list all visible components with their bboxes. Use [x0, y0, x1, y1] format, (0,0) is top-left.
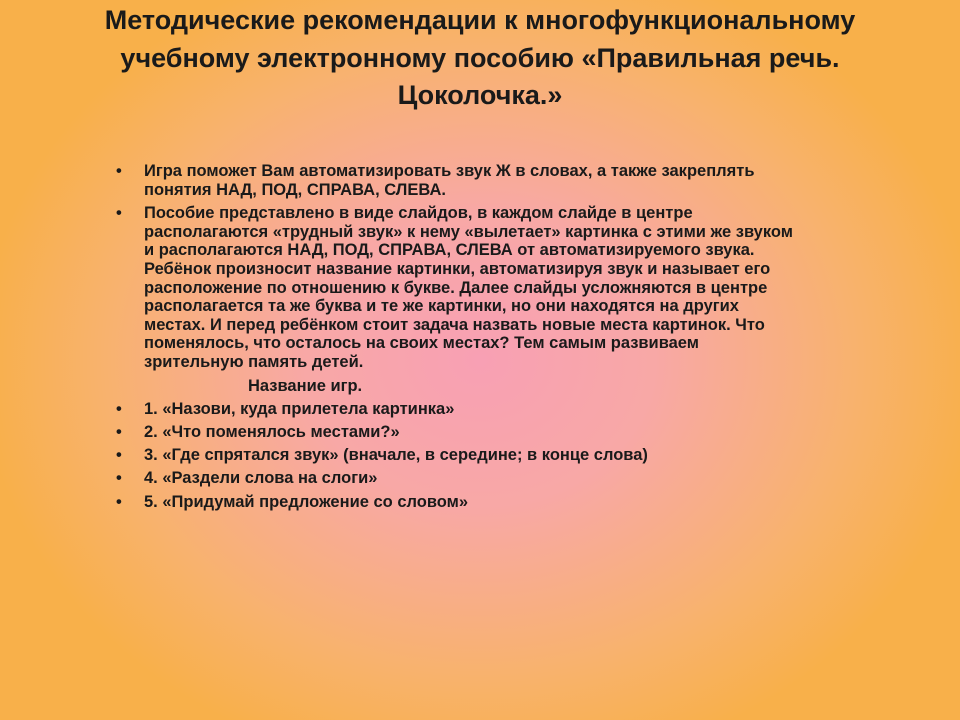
- bullet-paragraph-1: [112, 162, 802, 199]
- slide-title: Методические рекомендации к многофункциональному учебному электронному пособию «Правильная речь. Цоколочка.»: [104, 5, 856, 110]
- bullet-icon: •: [116, 469, 122, 488]
- paragraph-text: Пособие представлено в виде слайдов, в каждом слайде в центре располагаются «трудный звук» к нему «вылетает» картинка с этими же звуком и располагаются НАД, ПОД, СПРАВА, СЛЕВА от автоматизируемого звука. Ребёнок произносит название картинки, автоматизируя звук и называет его расположение по отношению к букве. Далее слайды усложняются в центре располагается та же буква и те же картинки, но они находятся на других местах. И перед ребёнком стоит задача назвать новые места картинок. Что поменялось, что осталось на своих местах? Тем самым развиваем зрительную память детей.: [144, 204, 793, 371]
- game-item-3: [112, 446, 802, 465]
- game-item-2: [112, 423, 802, 442]
- game-title: 3. «Где спрятался звук» (вначале, в середине; в конце слова): [144, 446, 648, 465]
- bullet-icon: •: [116, 400, 122, 419]
- game-item-4: [112, 469, 802, 488]
- game-title: 4. «Раздели слова на слоги»: [144, 469, 378, 488]
- game-title: 5. «Придумай предложение со словом»: [144, 492, 469, 511]
- game-item-5: [112, 493, 802, 512]
- paragraph-text: Игра поможет Вам автоматизировать звук Ж в словах, а также закреплять понятия НАД, ПОД, СПРАВА, СЛЕВА.: [144, 162, 755, 199]
- bullet-icon: •: [116, 423, 122, 442]
- bullet-icon: •: [116, 492, 122, 511]
- bullet-icon: •: [116, 162, 122, 180]
- bullet-paragraph-2: [112, 204, 802, 371]
- game-title: 2. «Что поменялось местами?»: [144, 423, 400, 442]
- bullet-icon: •: [116, 446, 122, 465]
- game-item-1: [112, 400, 802, 419]
- game-title: 1. «Назови, куда прилетела картинка»: [144, 400, 455, 419]
- games-heading: Название игр.: [248, 376, 363, 395]
- bullet-icon: •: [116, 204, 122, 223]
- slide-content: [112, 162, 802, 516]
